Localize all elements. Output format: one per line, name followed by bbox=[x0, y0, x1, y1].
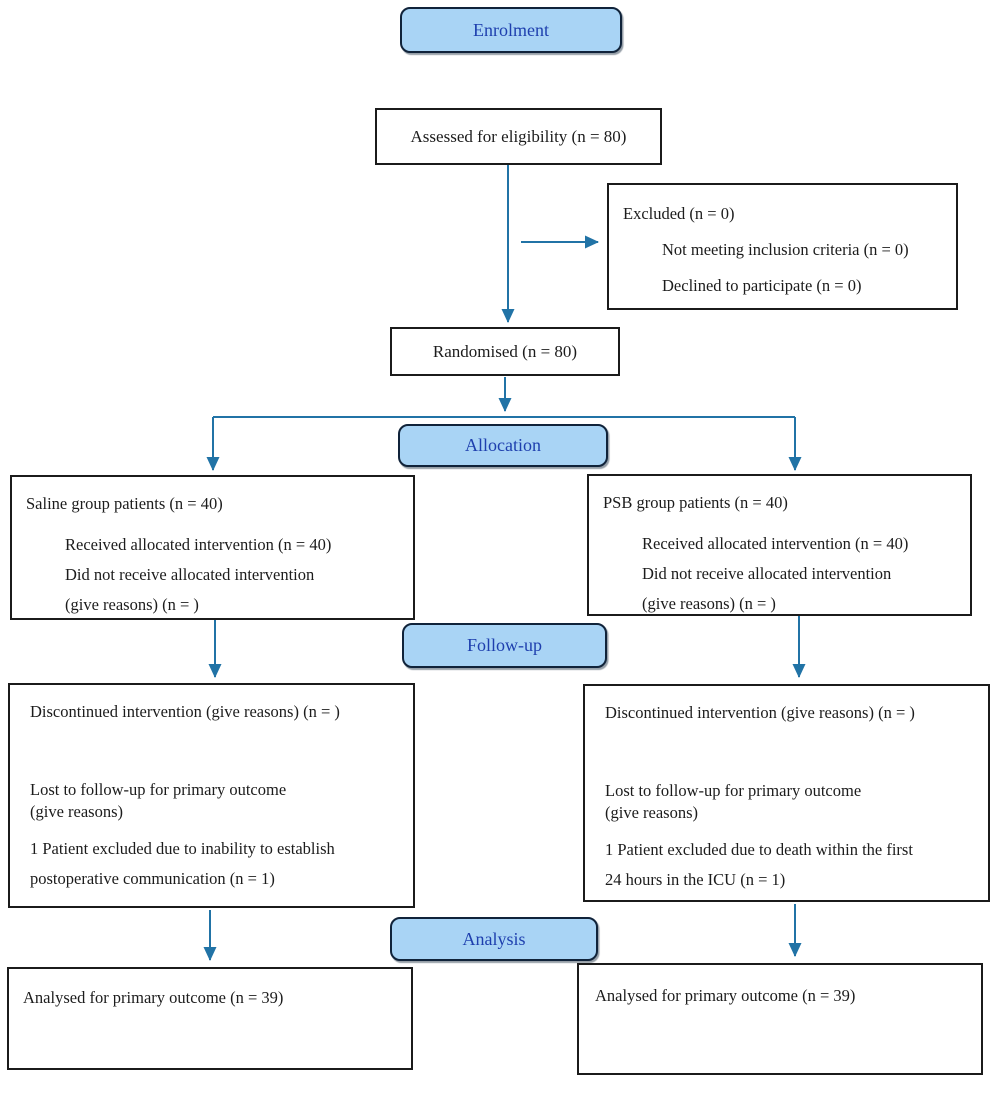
phase-analysis bbox=[390, 917, 598, 961]
box-analysed-psb bbox=[577, 963, 983, 1075]
box-randomised bbox=[390, 327, 620, 376]
phase-allocation bbox=[398, 424, 608, 467]
followup-line: Lost to follow-up for primary outcome bbox=[605, 781, 862, 800]
box-followup-saline bbox=[8, 683, 415, 908]
followup-line: (give reasons) bbox=[605, 803, 699, 822]
psb-group-item: Did not receive allocated intervention bbox=[642, 564, 892, 583]
followup-line: (give reasons) bbox=[30, 802, 124, 821]
followup-line: 24 hours in the ICU (n = 1) bbox=[605, 870, 786, 889]
psb-group-title: PSB group patients (n = 40) bbox=[603, 493, 788, 512]
excluded-item: Not meeting inclusion criteria (n = 0) bbox=[662, 240, 909, 259]
phase-enrolment bbox=[400, 7, 622, 53]
box-analysed-saline bbox=[7, 967, 413, 1070]
psb-group-item: (give reasons) (n = ) bbox=[642, 594, 776, 613]
box-assessed-for-eligibility bbox=[375, 108, 662, 165]
analysed-text: Analysed for primary outcome (n = 39) bbox=[595, 986, 856, 1005]
saline-group-title: Saline group patients (n = 40) bbox=[26, 494, 223, 513]
assessed-text: Assessed for eligibility (n = 80) bbox=[410, 126, 627, 146]
saline-group-item: Received allocated intervention (n = 40) bbox=[65, 535, 332, 554]
psb-group-item: Received allocated intervention (n = 40) bbox=[642, 534, 909, 553]
phase-followup bbox=[402, 623, 607, 668]
followup-line: 1 Patient excluded due to inability to establish bbox=[30, 839, 335, 858]
phase-analysis-label: Analysis bbox=[462, 928, 526, 949]
saline-group-item: Did not receive allocated intervention bbox=[65, 565, 315, 584]
box-saline-group bbox=[10, 475, 415, 620]
followup-line: postoperative communication (n = 1) bbox=[30, 869, 275, 888]
excluded-item: Declined to participate (n = 0) bbox=[662, 276, 862, 295]
followup-line: Discontinued intervention (give reasons) (n = ) bbox=[605, 703, 915, 722]
saline-group-item: (give reasons) (n = ) bbox=[65, 595, 199, 614]
followup-line: 1 Patient excluded due to death within the first bbox=[605, 840, 913, 859]
randomised-text: Randomised (n = 80) bbox=[432, 341, 578, 361]
phase-followup-label: Follow-up bbox=[466, 635, 542, 655]
followup-line: Discontinued intervention (give reasons) (n = ) bbox=[30, 702, 340, 721]
phase-allocation-label: Allocation bbox=[465, 435, 541, 455]
analysed-text: Analysed for primary outcome (n = 39) bbox=[23, 988, 284, 1007]
phase-enrolment-label: Enrolment bbox=[473, 19, 549, 40]
box-psb-group bbox=[587, 474, 972, 616]
box-excluded bbox=[607, 183, 958, 310]
followup-line: Lost to follow-up for primary outcome bbox=[30, 780, 287, 799]
excluded-title: Excluded (n = 0) bbox=[623, 204, 735, 223]
box-followup-psb bbox=[583, 684, 990, 902]
